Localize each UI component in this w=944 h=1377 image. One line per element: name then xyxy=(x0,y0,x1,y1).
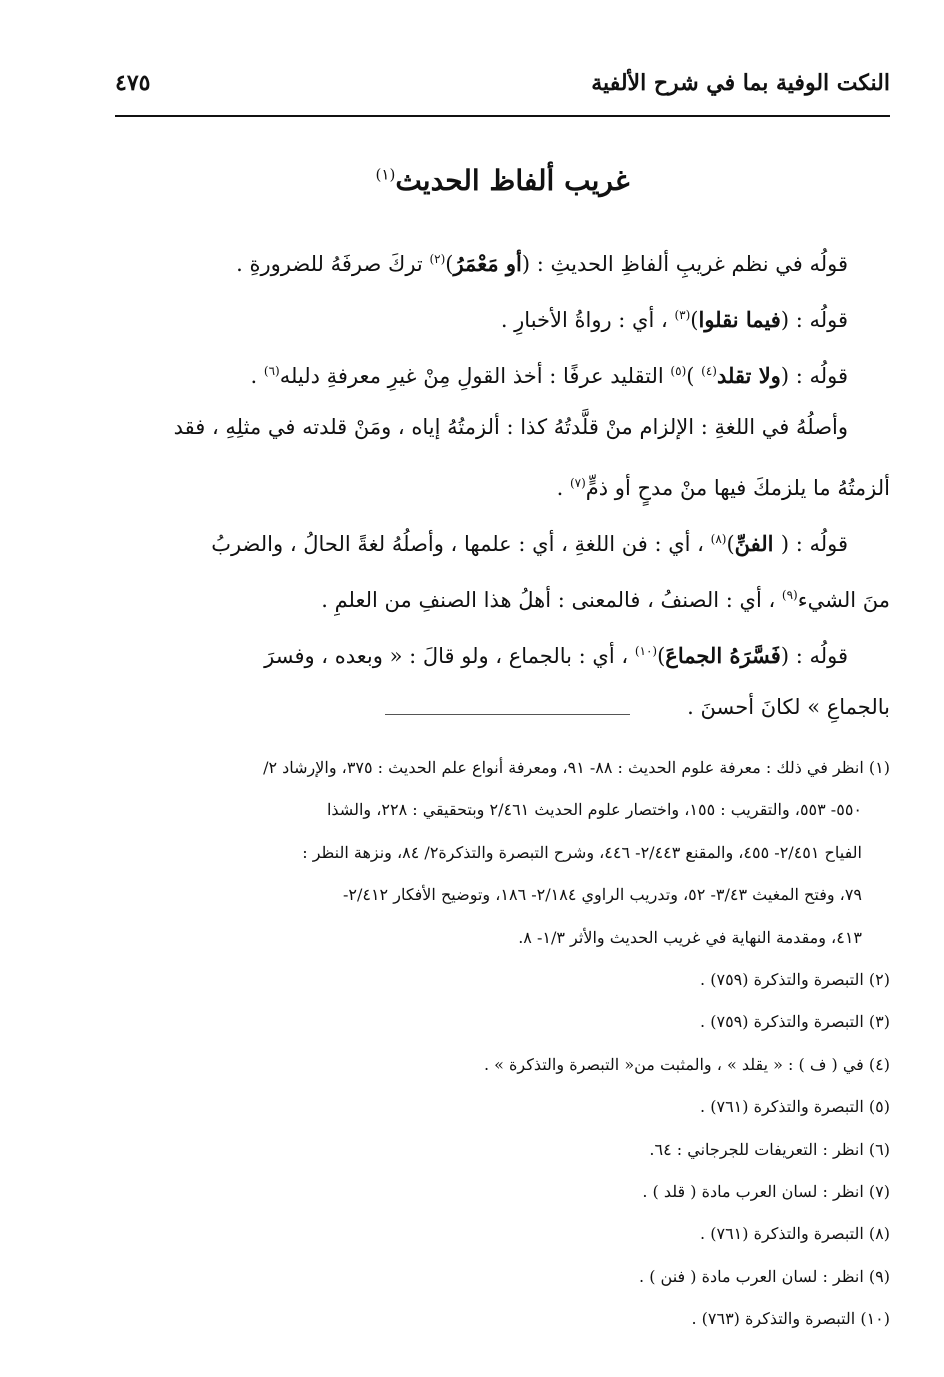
body-text-run: ، أي : بالجماع ، ولو قالَ : « وبعده ، وفسرَ xyxy=(264,644,635,668)
footnote-8: (٨) التبصرة والتذكرة (٧٦١) . xyxy=(700,1224,890,1244)
body-line-4 xyxy=(115,405,890,461)
running-head xyxy=(115,66,890,110)
body-text-run: منَ الشيء xyxy=(797,588,890,612)
body-text-run: قولُه : ( xyxy=(780,532,848,556)
body-text-run: تركَ صرفَهُ للضرورةِ . xyxy=(236,252,430,276)
footnotes xyxy=(115,752,890,1345)
footnote-ref: (٨) xyxy=(710,532,727,546)
quoted-verse: أو مَعْمَرُ xyxy=(453,251,522,276)
footnote-1-line-1: (١) انظر في ذلك : معرفة علوم الحديث : ٨٨- ٩١، ومعرفة أنواع علم الحديث : ٣٧٥، والإرشاد ٢/ xyxy=(263,758,890,777)
chapter-title xyxy=(115,164,890,197)
body-line-3 xyxy=(115,349,890,405)
quoted-verse: فيما نقلوا xyxy=(698,307,781,332)
footnote-9: (٩) انظر : لسان العرب مادة ( فنن ) . xyxy=(639,1266,890,1286)
body-text-run: ) xyxy=(690,308,699,332)
body-line-8 xyxy=(115,629,890,685)
body-text-run: ) xyxy=(445,252,454,276)
body-line-2 xyxy=(115,293,890,349)
footnote-ref: (٢) xyxy=(429,252,446,266)
footnote-10: (١٠) التبصرة والتذكرة (٧٦٣) . xyxy=(691,1309,890,1329)
body-text-run: ، أي : الصنفُ ، فالمعنى : أهلُ هذا الصنفِ من العلمِ . xyxy=(321,588,782,612)
chapter-title-text: غريب ألفاظ الحديث xyxy=(395,164,630,197)
footnote-1-line-3: الفياح ٢/٤٥١- ٤٥٥، والمقنع ٢/٤٤٣- ٤٤٦، وشرح التبصرة والتذكرة٢/ ٨٤، ونزهة النظر : xyxy=(302,842,862,862)
footnote-7: (٧) انظر : لسان العرب مادة ( قلد ) . xyxy=(642,1181,890,1201)
body-line-1 xyxy=(115,237,890,293)
body-text-run: ، أي : فن اللغةِ ، أي : علمها ، وأصلُهُ لغةً الحالُ ، والضربُ xyxy=(211,532,711,556)
quoted-verse: ولا تقلد xyxy=(716,363,781,388)
body-text-run: ) xyxy=(726,532,735,556)
body-text-run: قولُه في نظم غريبِ ألفاظِ الحديثِ : ( xyxy=(521,252,848,276)
footnote-3: (٣) التبصرة والتذكرة (٧٥٩) . xyxy=(700,1012,890,1032)
body-line-6 xyxy=(115,517,890,573)
footnote-divider xyxy=(385,714,630,715)
body-text-run: قولُه : ( xyxy=(780,364,848,388)
body-text-run: ) xyxy=(657,644,666,668)
body-text-run: ) xyxy=(686,364,702,388)
body-line-7 xyxy=(115,573,890,629)
body-text-run: . xyxy=(556,476,570,500)
header-divider xyxy=(115,115,890,117)
body-text-run: بالجماعِ » لكانَ أحسنَ . xyxy=(687,695,890,719)
footnote-ref: (٣) xyxy=(674,308,691,322)
body-text-run: قولُه : ( xyxy=(780,308,848,332)
footnote-1-line-2: ٥٥٠- ٥٥٣، والتقريب : ١٥٥، واختصار علوم الحديث ٢/٤٦١ وبتحقيقي : ٢٢٨، والشذا xyxy=(326,800,862,820)
footnote-ref: (١٠) xyxy=(634,644,658,658)
footnote-1-line-4: ٧٩، وفتح المغيث ٣/٤٣- ٥٢، وتدريب الراوي ٢/١٨٤- ١٨٦، وتوضيح الأفكار ٢/٤١٢- xyxy=(342,885,862,905)
footnote-ref: (٤) xyxy=(701,364,717,378)
body-text-run: التقليد عرفًا : أخذ القولِ مِنْ غيرِ معرفةِ دليله xyxy=(279,364,671,388)
footnote-4: (٤) في ( ف ) : « يقلد » ، والمثبت من« التبصرة والتذكرة » . xyxy=(483,1054,890,1074)
footnote-ref: (٩) xyxy=(781,588,798,602)
footnote-1-line-5: ٤١٣، ومقدمة النهاية في غريب الحديث والأثر ١/٣- ٨. xyxy=(518,927,862,947)
footnote-2: (٢) التبصرة والتذكرة (٧٥٩) . xyxy=(700,969,890,989)
body-text-run: ، أي : رواةُ الأخبارِ . xyxy=(500,308,675,332)
chapter-title-note-ref: (١) xyxy=(375,165,396,184)
body-text xyxy=(115,237,890,741)
body-text-run: وأصلُهُ في اللغةِ : الإلزام منْ قلَّدتُهُ كذا : ألزمتُهُ إياه ، ومَنْ قلدته في مثلِهِ ، فقد xyxy=(173,415,848,439)
footnote-ref: (٥) xyxy=(670,364,687,378)
body-text-run: ألزمتُهُ ما يلزمكَ فيها منْ مدحٍ أو ذمٍّ xyxy=(585,476,890,500)
footnote-ref: (٦) xyxy=(263,364,280,378)
footnote-5: (٥) التبصرة والتذكرة (٧٦١) . xyxy=(700,1097,890,1117)
running-head-title: النكت الوفية بما في شرح الألفية xyxy=(591,70,890,96)
footnote-6: (٦) انظر : التعريفات للجرجاني : ٦٤. xyxy=(649,1139,890,1159)
page-number: ٤٧٥ xyxy=(115,70,151,96)
quoted-verse: الفنِّ xyxy=(734,531,781,556)
footnote-ref: (٧) xyxy=(569,476,586,490)
body-text-run: . xyxy=(250,364,264,388)
body-text-run: قولُه : ( xyxy=(780,644,848,668)
body-line-9 xyxy=(115,685,890,741)
body-line-5 xyxy=(115,461,890,517)
quoted-verse: فَسَّرَهُ الجماعَ xyxy=(665,643,781,668)
